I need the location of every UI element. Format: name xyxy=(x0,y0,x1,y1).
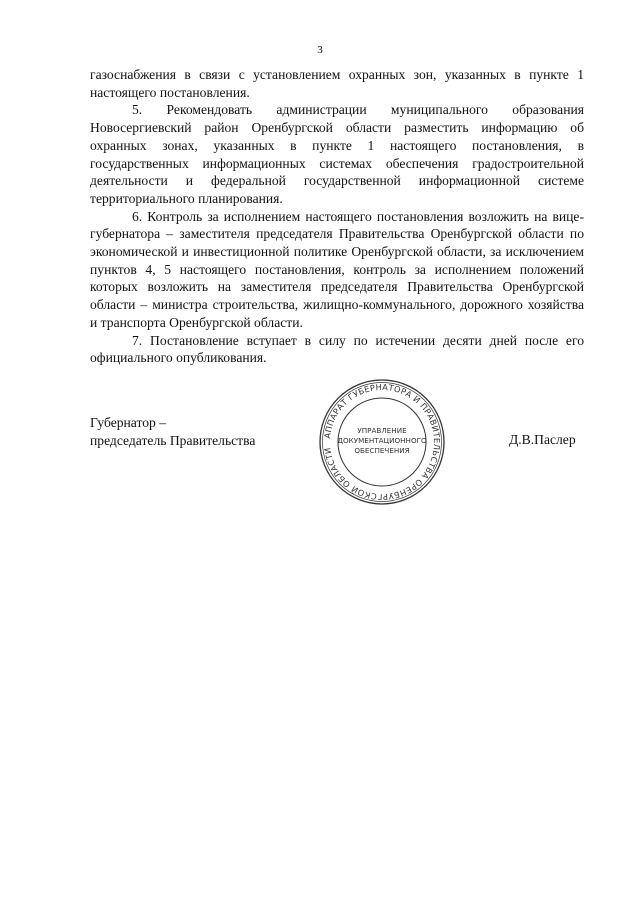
official-seal-stamp xyxy=(318,378,446,506)
document-body xyxy=(90,66,584,367)
paragraph-continuation: газоснабжения в связи с установлением охранных зон, указанных в пункте 1 настоящего постановления. xyxy=(90,67,584,100)
paragraph-item-7: 7. Постановление вступает в силу по истечении десяти дней после его официального опубликования. xyxy=(90,332,584,366)
seal-center-line3: ОБЕСПЕЧЕНИЯ xyxy=(354,446,410,455)
seal-center-line1: УПРАВЛЕНИЕ xyxy=(357,426,407,435)
seal-ring-text: АППАРАТ ГУБЕРНАТОРА И ПРАВИТЕЛЬСТВА ОРЕНБУРГСКОЙ ОБЛАСТИ xyxy=(322,381,443,503)
page-number: 3 xyxy=(317,44,323,56)
signatory-title-line1: Губернатор – xyxy=(90,415,167,430)
signatory-name: Д.В.Паслер xyxy=(509,432,576,447)
paragraph-item-5: 5. Рекомендовать администрации муниципального образования Новосергиевский район Оренбургской области разместить информацию об охранных зонах, указанных в пункте 1 настоящего постановления, в государственных информационных системах обеспечения градостроительной деятельности и федеральной государственной информационной системе территориального планирования. xyxy=(90,102,584,206)
paragraph-item-6: 6. Контроль за исполнением настоящего постановления возложить на вице-губернатора – заместителя председателя Правительства Оренбургской области по экономической и инвестиционной политике Оренбургской области, за исключением пунктов 4, 5 настоящего постановления, контроль за исполнением положений которых возложить на заместителя председателя Правительства Оренбургской области – министра строительства, жилищно-коммунального, дорожного хозяйства и транспорта Оренбургской области. xyxy=(90,208,584,330)
signatory-title-line2: председатель Правительства xyxy=(90,432,256,448)
signatory-title xyxy=(90,414,255,449)
seal-center-line2: ДОКУМЕНТАЦИОННОГО xyxy=(337,436,427,445)
